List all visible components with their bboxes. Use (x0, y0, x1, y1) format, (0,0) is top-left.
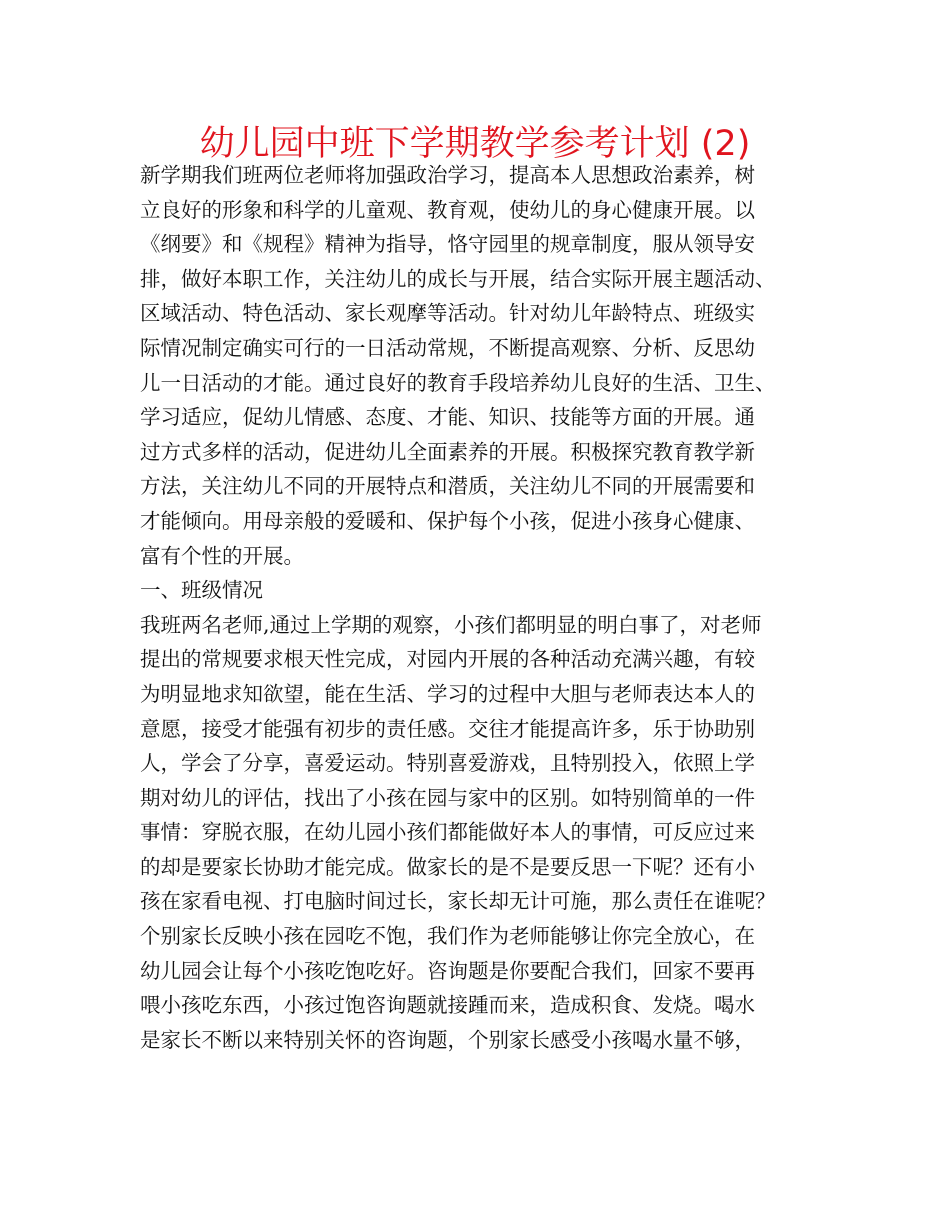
text-line: 学习适应，促幼儿情感、态度、才能、知识、技能等方面的开展。通 (140, 405, 755, 430)
text-line: 新学期我们班两位老师将加强政治学习，提高本人思想政治素养，树 (140, 163, 755, 187)
text-line: 人，学会了分享，喜爱运动。特别喜爱游戏，且特别投入，依照上学 (140, 751, 755, 776)
text-line: 《纲要》和《规程》精神为指导，恪守园里的规章制度，服从领导安 (140, 232, 755, 257)
text-line: 才能倾向。用母亲般的爱暖和、保护每个小孩，促进小孩身心健康、 (140, 508, 755, 533)
text-line: 排，做好本职工作，关注幼儿的成长与开展，结合实际开展主题活动、 (140, 266, 776, 291)
text-line: 方法，关注幼儿不同的开展特点和潜质，关注幼儿不同的开展需要和 (140, 474, 755, 499)
text-line: 期对幼儿的评估，找出了小孩在园与家中的区别。如特别简单的一件 (140, 785, 755, 810)
text-line: 的却是要家长协助才能完成。做家长的是不是要反思一下呢？还有小 (140, 854, 755, 879)
text-line: 我班两名老师,通过上学期的观察，小孩们都明显的明白事了，对老师 (140, 612, 762, 637)
text-line: 孩在家看电视、打电脑时间过长，家长却无计可施，那么责任在谁呢？ (140, 889, 776, 914)
text-line: 喂小孩吃东西，小孩过饱咨询题就接踵而来，造成积食、发烧。喝水 (140, 993, 755, 1018)
document-title: 幼儿园中班下学期教学参考计划 (2) (199, 124, 751, 164)
text-line: 意愿，接受才能强有初步的责任感。交往才能提高许多，乐于协助别 (140, 716, 755, 741)
text-line: 立良好的形象和科学的儿童观、教育观，使幼儿的身心健康开展。以 (140, 197, 755, 222)
text-line: 过方式多样的活动，促进幼儿全面素养的开展。积极探究教育教学新 (140, 439, 755, 464)
text-line: 儿一日活动的才能。通过良好的教育手段培养幼儿良好的生活、卫生、 (140, 370, 776, 395)
text-line: 区域活动、特色活动、家长观摩等活动。针对幼儿年龄特点、班级实 (140, 301, 755, 326)
text-line: 际情况制定确实可行的一日活动常规，不断提高观察、分析、反思幼 (140, 335, 755, 360)
text-line: 提出的常规要求根天性完成，对园内开展的各种活动充满兴趣，有较 (140, 647, 755, 672)
text-line: 一、班级情况 (140, 578, 263, 603)
text-line: 富有个性的开展。 (140, 543, 304, 568)
text-line: 幼儿园会让每个小孩吃饱吃好。咨询题是你要配合我们，回家不要再 (140, 958, 755, 983)
text-line: 为明显地求知欲望，能在生活、学习的过程中大胆与老师表达本人的 (140, 681, 755, 706)
text-line: 事情：穿脱衣服，在幼儿园小孩们都能做好本人的事情，可反应过来 (140, 820, 755, 845)
text-line: 个别家长反映小孩在园吃不饱，我们作为老师能够让你完全放心，在 (140, 924, 755, 949)
text-line: 是家长不断以来特别关怀的咨询题，个别家长感受小孩喝水量不够， (140, 1027, 755, 1052)
document-body (140, 158, 840, 1057)
